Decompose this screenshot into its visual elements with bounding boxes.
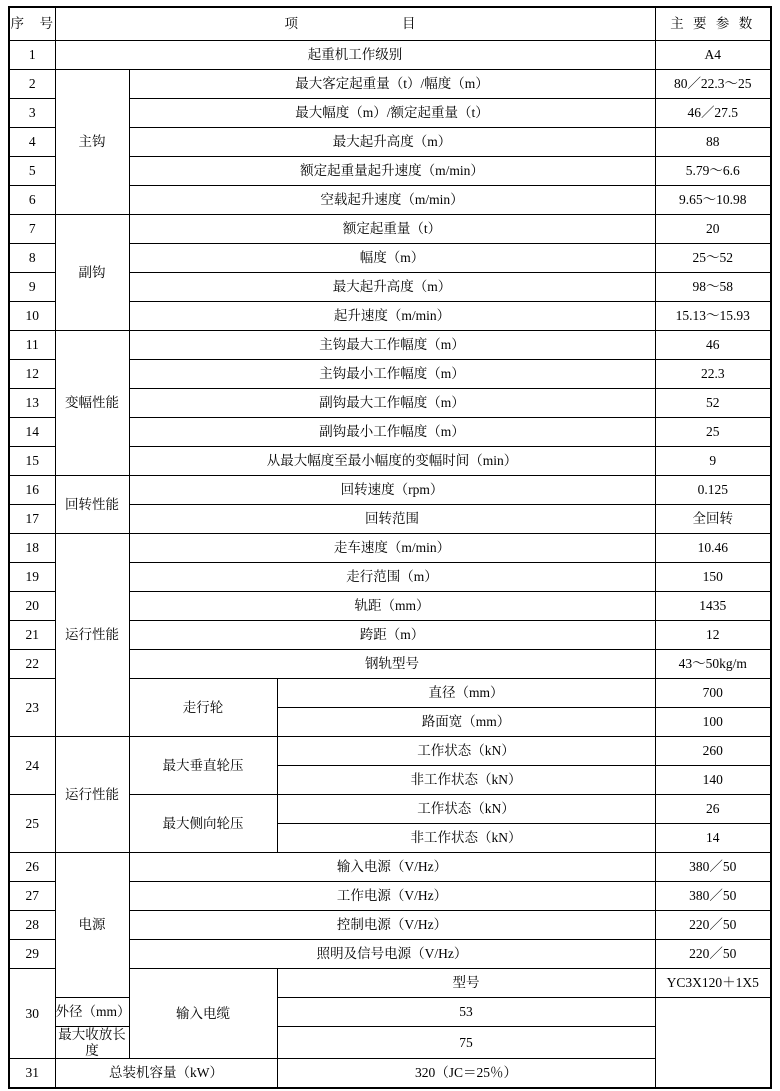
- row-number: 31: [9, 1059, 55, 1089]
- item-label: 副钩最小工作幅度（m）: [129, 418, 655, 447]
- item-value: 22.3: [655, 360, 771, 389]
- table-row: [9, 70, 771, 99]
- row-number: 23: [9, 679, 55, 737]
- row-number: 28: [9, 911, 55, 940]
- item-value: 9: [655, 447, 771, 476]
- item-value: 5.79～6.6: [655, 157, 771, 186]
- item-label: 最大幅度（m）/额定起重量（t）: [129, 99, 655, 128]
- table-row: [9, 215, 771, 244]
- item-label: 输入电源（V/Hz）: [129, 853, 655, 882]
- group-label: 运行性能: [55, 534, 129, 737]
- table-row: [9, 41, 771, 70]
- group-label: 主钩: [55, 70, 129, 215]
- item-value: 75: [277, 1027, 655, 1059]
- item-value: 43～50kg/m: [655, 650, 771, 679]
- row-number: 14: [9, 418, 55, 447]
- item-label: 路面宽（mm）: [277, 708, 655, 737]
- item-value: 46／27.5: [655, 99, 771, 128]
- item-value: 52: [655, 389, 771, 418]
- item-value: 1435: [655, 592, 771, 621]
- item-value: 220／50: [655, 940, 771, 969]
- item-value: 9.65～10.98: [655, 186, 771, 215]
- item-value: 53: [277, 998, 655, 1027]
- item-label: 最大起升高度（m）: [129, 273, 655, 302]
- item-value: 10.46: [655, 534, 771, 563]
- item-label: 主钩最小工作幅度（m）: [129, 360, 655, 389]
- row-number: 20: [9, 592, 55, 621]
- row-number: 15: [9, 447, 55, 476]
- row-number: 30: [9, 969, 55, 1059]
- row-number: 16: [9, 476, 55, 505]
- item-value: 380／50: [655, 882, 771, 911]
- item-value: 100: [655, 708, 771, 737]
- row-number: 27: [9, 882, 55, 911]
- group-label: 运行性能: [55, 737, 129, 853]
- row-number: 7: [9, 215, 55, 244]
- group-label: 回转性能: [55, 476, 129, 534]
- item-value: 25: [655, 418, 771, 447]
- item-label: 非工作状态（kN）: [277, 766, 655, 795]
- row-number: 3: [9, 99, 55, 128]
- item-value: 25～52: [655, 244, 771, 273]
- row-number: 19: [9, 563, 55, 592]
- item-value: 20: [655, 215, 771, 244]
- row-number: 21: [9, 621, 55, 650]
- item-label: 空载起升速度（m/min）: [129, 186, 655, 215]
- item-value: 0.125: [655, 476, 771, 505]
- item-label: 外径（mm）: [55, 998, 129, 1027]
- row-number: 4: [9, 128, 55, 157]
- item-label: 工作电源（V/Hz）: [129, 882, 655, 911]
- item-value: 80／22.3～25: [655, 70, 771, 99]
- item-value: 12: [655, 621, 771, 650]
- subgroup-label: 输入电缆: [129, 969, 277, 1059]
- item-label: 起升速度（m/min）: [129, 302, 655, 331]
- row-number: 25: [9, 795, 55, 853]
- row-number: 11: [9, 331, 55, 360]
- item-value: 140: [655, 766, 771, 795]
- item-value: 260: [655, 737, 771, 766]
- header-param: 主 要 参 数: [655, 7, 771, 41]
- group-label: 变幅性能: [55, 331, 129, 476]
- item-label: 幅度（m）: [129, 244, 655, 273]
- subgroup-label: 最大侧向轮压: [129, 795, 277, 853]
- item-label: 工作状态（kN）: [277, 737, 655, 766]
- item-value: 全回转: [655, 505, 771, 534]
- table-row: [9, 998, 771, 1027]
- item-label: 最大起升高度（m）: [129, 128, 655, 157]
- item-label: 总装机容量（kW）: [55, 1059, 277, 1089]
- header-item: 项 目: [55, 7, 655, 41]
- item-value: 220／50: [655, 911, 771, 940]
- header-no: 序 号: [9, 7, 55, 41]
- item-label: 从最大幅度至最小幅度的变幅时间（min）: [129, 447, 655, 476]
- item-label: 回转速度（rpm）: [129, 476, 655, 505]
- item-value: 150: [655, 563, 771, 592]
- item-value: 14: [655, 824, 771, 853]
- item-value: 88: [655, 128, 771, 157]
- table-row: [9, 534, 771, 563]
- row-number: 24: [9, 737, 55, 795]
- item-value: YC3X120＋1X5: [655, 969, 771, 998]
- group-label: 副钩: [55, 215, 129, 331]
- row-number: 9: [9, 273, 55, 302]
- item-label: 非工作状态（kN）: [277, 824, 655, 853]
- table-row: [9, 331, 771, 360]
- item-label: 照明及信号电源（V/Hz）: [129, 940, 655, 969]
- row-number: 2: [9, 70, 55, 99]
- item-label: 最大客定起重量（t）/幅度（m）: [129, 70, 655, 99]
- group-label: 电源: [55, 853, 129, 998]
- item-label: 回转范围: [129, 505, 655, 534]
- item-value: 15.13～15.93: [655, 302, 771, 331]
- item-label: 钢轨型号: [129, 650, 655, 679]
- item-label: 额定起重量（t）: [129, 215, 655, 244]
- row-number: 1: [9, 41, 55, 70]
- item-label: 主钩最大工作幅度（m）: [129, 331, 655, 360]
- item-label: 额定起重量起升速度（m/min）: [129, 157, 655, 186]
- row-number: 13: [9, 389, 55, 418]
- row-number: 22: [9, 650, 55, 679]
- item-value: 380／50: [655, 853, 771, 882]
- item-label: 轨距（mm）: [129, 592, 655, 621]
- row-number: 10: [9, 302, 55, 331]
- subgroup-label: 最大垂直轮压: [129, 737, 277, 795]
- item-value: 26: [655, 795, 771, 824]
- table-header-row: [9, 7, 771, 41]
- row-number: 8: [9, 244, 55, 273]
- table-row: [9, 853, 771, 882]
- item-label: 走车速度（m/min）: [129, 534, 655, 563]
- row-number: 26: [9, 853, 55, 882]
- row-number: 6: [9, 186, 55, 215]
- item-label: 型号: [277, 969, 655, 998]
- row-number: 29: [9, 940, 55, 969]
- row-number: 5: [9, 157, 55, 186]
- item-value: A4: [655, 41, 771, 70]
- row-number: 12: [9, 360, 55, 389]
- table-row: [9, 476, 771, 505]
- item-label: 跨距（m）: [129, 621, 655, 650]
- item-label: 起重机工作级别: [55, 41, 655, 70]
- crane-specification-table: [8, 6, 772, 1089]
- subgroup-label: 走行轮: [129, 679, 277, 737]
- table-row: [9, 737, 771, 766]
- item-label: 副钩最大工作幅度（m）: [129, 389, 655, 418]
- item-value: 700: [655, 679, 771, 708]
- table-row: [9, 1027, 771, 1059]
- table-row: [9, 1059, 771, 1089]
- item-label: 走行范围（m）: [129, 563, 655, 592]
- item-label: 最大收放长度: [55, 1027, 129, 1059]
- row-number: 17: [9, 505, 55, 534]
- item-value: 46: [655, 331, 771, 360]
- row-number: 18: [9, 534, 55, 563]
- table-body: [9, 7, 771, 1088]
- item-value: 320（JC＝25％）: [277, 1059, 655, 1089]
- item-value: 98～58: [655, 273, 771, 302]
- item-label: 控制电源（V/Hz）: [129, 911, 655, 940]
- item-label: 工作状态（kN）: [277, 795, 655, 824]
- item-label: 直径（mm）: [277, 679, 655, 708]
